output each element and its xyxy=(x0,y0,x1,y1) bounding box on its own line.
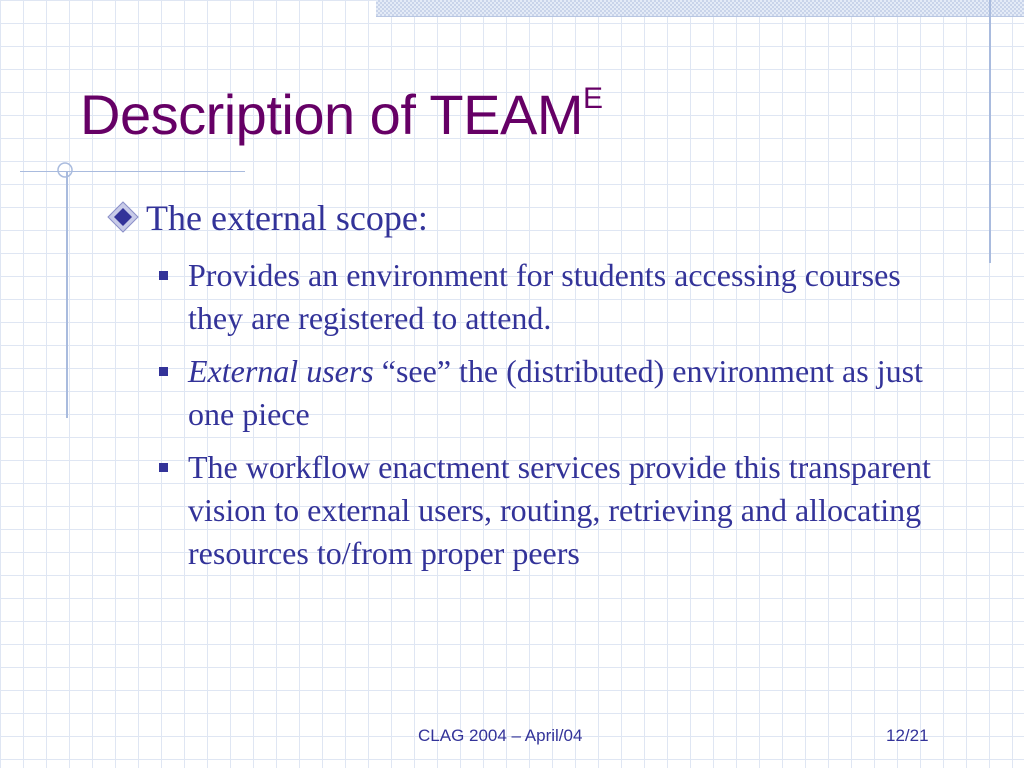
bullet-text: The workflow enactment services provide this transparent vision to external users, routing, retrieving and allocating resources to/from proper peers xyxy=(188,449,931,571)
footer-event: CLAG 2004 – April/04 xyxy=(418,726,583,745)
title-underline xyxy=(20,171,245,172)
square-bullet-icon xyxy=(159,367,168,376)
square-bullet-icon xyxy=(159,271,168,280)
slide-title xyxy=(80,82,603,147)
square-bullet-icon xyxy=(159,463,168,472)
bullet-item xyxy=(156,446,956,575)
crosshair-icon xyxy=(56,161,74,179)
title-text: Description of TEAM xyxy=(80,83,583,146)
title-superscript: E xyxy=(582,82,603,116)
diamond-bullet-icon xyxy=(106,200,140,234)
heading-bullet xyxy=(106,196,428,240)
top-pattern-band xyxy=(376,0,1024,17)
bullet-emphasis: External users xyxy=(188,353,374,389)
bullet-list xyxy=(156,254,956,585)
bullet-item xyxy=(156,254,956,340)
bullet-text: “see” the (distributed) environment as just one piece xyxy=(188,353,923,432)
left-accent-line xyxy=(66,172,68,418)
heading-text: The external scope: xyxy=(146,198,428,238)
bullet-text: Provides an environment for students accessing courses they are registered to attend. xyxy=(188,257,901,336)
bullet-item xyxy=(156,350,956,436)
right-accent-line xyxy=(989,0,991,263)
page-number: 12/21 xyxy=(886,726,929,745)
